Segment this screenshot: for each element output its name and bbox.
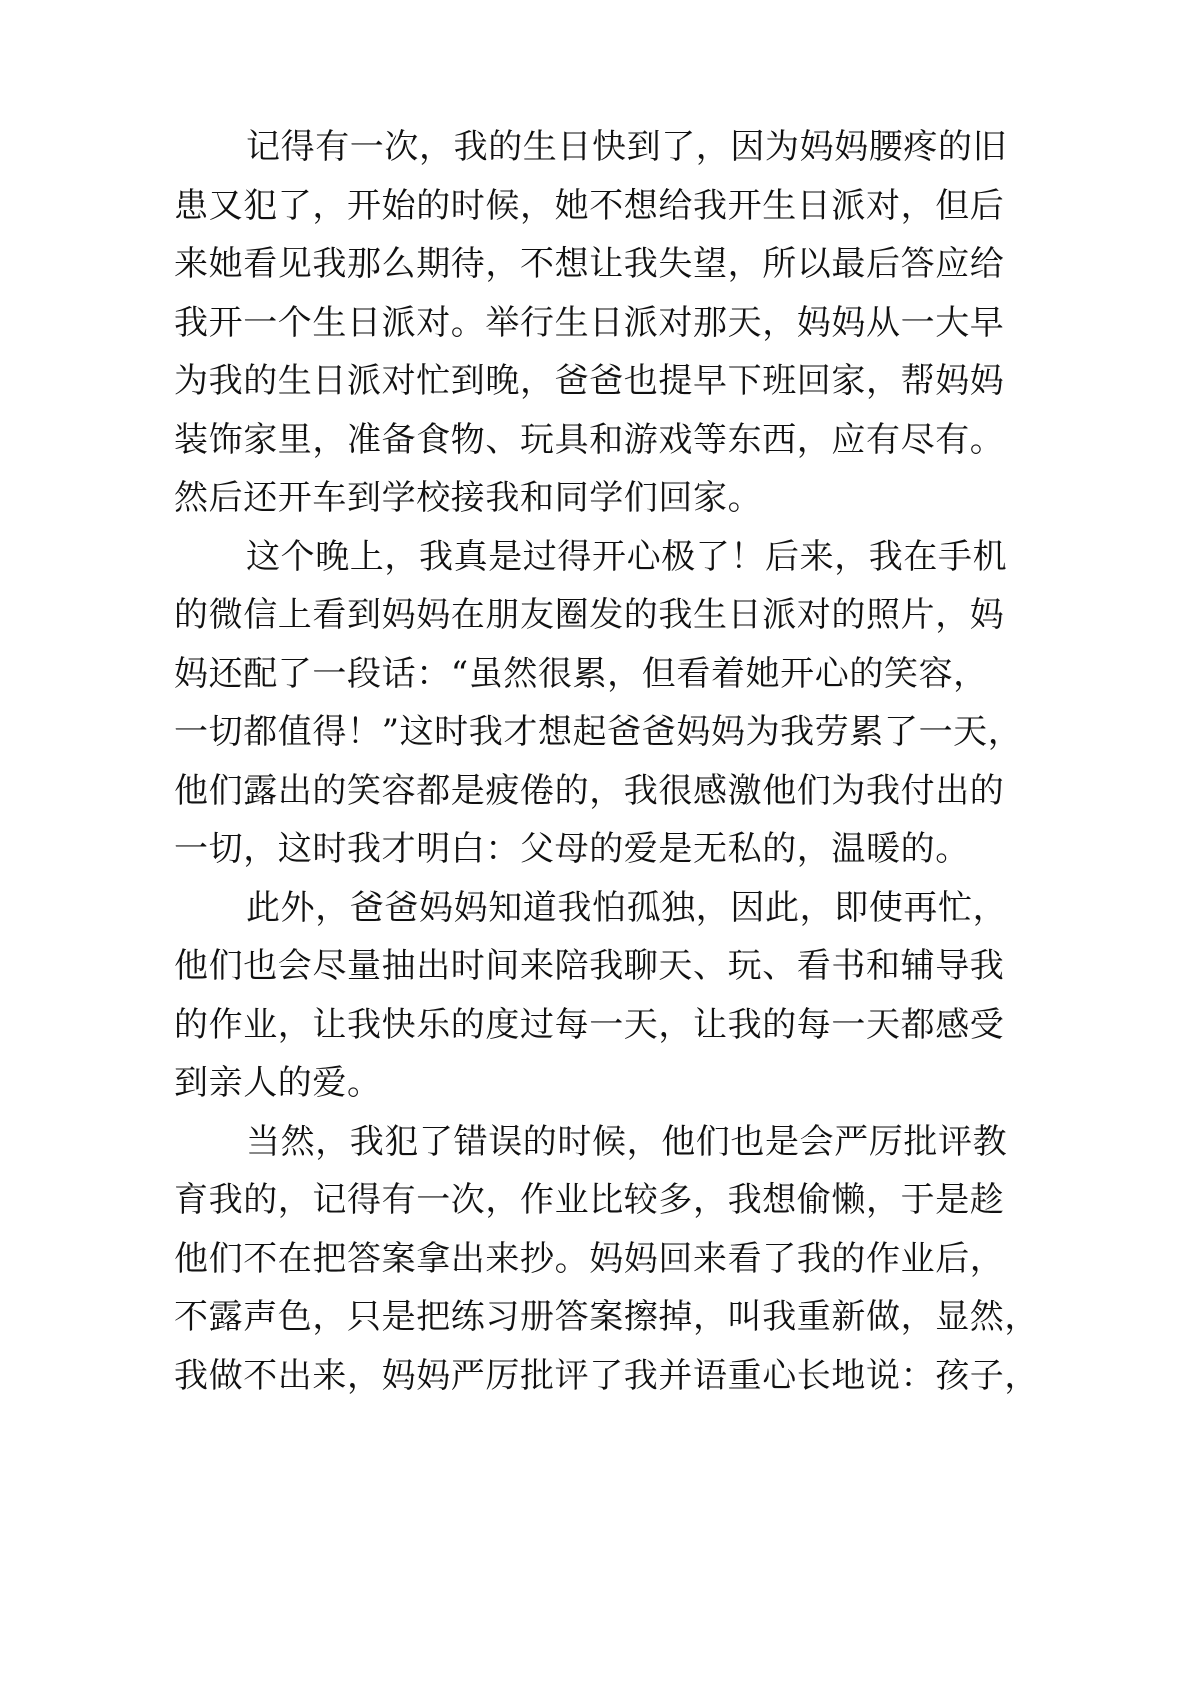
text-line: 装饰家里，准备食物、玩具和游戏等东西，应有尽有。 [174, 419, 1005, 460]
text-line: 育我的，记得有一次，作业比较多，我想偷懒，于是趁 [174, 1180, 1005, 1220]
text-line: 这个晚上，我真是过得开心极了！后来，我在手机 [246, 536, 1008, 577]
text-line: 来她看见我那么期待，不想让我失望，所以最后答应给 [174, 244, 1005, 284]
text-line: 到亲人的爱。 [174, 1063, 382, 1103]
text-line: 不露声色，只是把练习册答案擦掉，叫我重新做，显然， [174, 1297, 1039, 1337]
text-line: 此外，爸爸妈妈知道我怕孤独，因此，即使再忙， [246, 887, 1008, 928]
text-line: 患又犯了，开始的时候，她不想给我开生日派对，但后 [174, 185, 1005, 226]
text-line: 为我的生日派对忙到晚，爸爸也提早下班回家，帮妈妈 [174, 361, 1005, 401]
text-line: 一切都值得！”这时我才想起爸爸妈妈为我劳累了一天， [174, 712, 1023, 752]
text-line: 记得有一次，我的生日快到了，因为妈妈腰疼的旧 [246, 127, 1008, 167]
text-line: 一切，这时我才明白：父母的爱是无私的，温暖的。 [174, 829, 970, 869]
paragraph-companionship [174, 879, 1034, 1113]
text-line: 我开一个生日派对。举行生日派对那天，妈妈从一大早 [174, 302, 1005, 343]
text-line: 他们露出的笑容都是疲倦的，我很感激他们为我付出的 [174, 770, 1005, 811]
paragraph-discipline [174, 1113, 1039, 1406]
document-body [174, 118, 1039, 1405]
paragraph-birthday-party [174, 118, 1034, 528]
text-line: 当然，我犯了错误的时候，他们也是会严厉批评教 [246, 1121, 1008, 1162]
text-line: 然后还开车到学校接我和同学们回家。 [174, 478, 763, 518]
text-line: 的微信上看到妈妈在朋友圈发的我生日派对的照片，妈 [174, 595, 1005, 635]
text-line: 的作业，让我快乐的度过每一天，让我的每一天都感受 [174, 1004, 1005, 1045]
text-line: 妈还配了一段话：“虽然很累，但看着她开心的笑容， [174, 653, 988, 694]
text-line: 他们不在把答案拿出来抄。妈妈回来看了我的作业后， [174, 1238, 1005, 1279]
text-line: 我做不出来，妈妈严厉批评了我并语重心长地说：孩子， [174, 1355, 1039, 1396]
text-line: 他们也会尽量抽出时间来陪我聊天、玩、看书和辅导我 [174, 946, 1005, 986]
paragraph-that-evening [174, 528, 1034, 879]
